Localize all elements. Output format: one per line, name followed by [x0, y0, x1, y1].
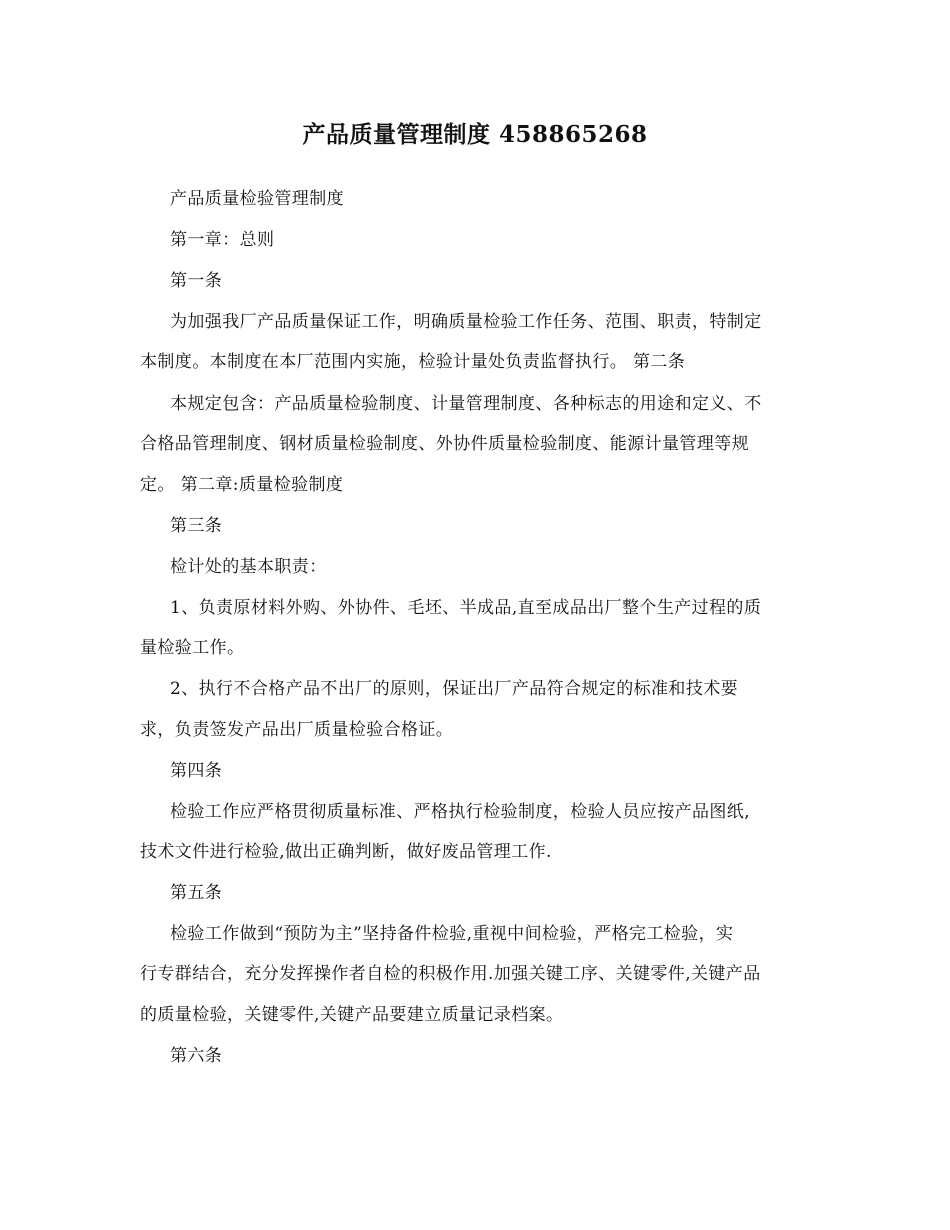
paragraph-line: 定。 第二章:质量检验制度 [140, 475, 344, 495]
paragraph-line: 产品质量检验管理制度 [170, 189, 344, 209]
paragraph-line: 第四条 [170, 761, 223, 781]
paragraph-line: 1、负责原材料外购、外协件、毛坯、半成品,直至成品出厂整个生产过程的质 [170, 598, 762, 618]
paragraph-line: 行专群结合，充分发挥操作者自检的积极作用.加强关键工序、关键零件,关键产品 [140, 964, 761, 984]
paragraph-line: 本制度。本制度在本厂范围内实施，检验计量处负责监督执行。 第二条 [140, 352, 686, 372]
paragraph-line: 2、执行不合格产品不出厂的原则，保证出厂产品符合规定的标准和技术要 [170, 679, 739, 699]
paragraph-line: 第五条 [170, 883, 223, 903]
document-title: 产品质量管理制度 458865268 [302, 121, 648, 148]
paragraph-line: 的质量检验，关键零件,关键产品要建立质量记录档案。 [140, 1005, 564, 1025]
paragraph-line: 本规定包含：产品质量检验制度、计量管理制度、各种标志的用途和定义、不 [170, 394, 762, 414]
paragraph-line: 第三条 [170, 516, 223, 536]
paragraph-line: 合格品管理制度、钢材质量检验制度、外协件质量检验制度、能源计量管理等规 [140, 434, 749, 454]
paragraph-line: 检计处的基本职责： [170, 557, 327, 577]
paragraph-line: 技术文件进行检验,做出正确判断，做好废品管理工作. [140, 842, 552, 862]
paragraph-line: 量检验工作。 [140, 638, 245, 658]
paragraph-line: 第一条 [170, 271, 223, 291]
paragraph-line: 检验工作应严格贯彻质量标准、严格执行检验制度，检验人员应按产品图纸, [170, 802, 751, 822]
paragraph-line: 检验工作做到“预防为主”坚持备件检验,重视中间检验，严格完工检验，实 [170, 924, 734, 944]
paragraph-line: 第六条 [170, 1046, 223, 1066]
paragraph-line: 为加强我厂产品质量保证工作，明确质量检验工作任务、范围、职责，特制定 [170, 312, 762, 332]
paragraph-line: 求，负责签发产品出厂质量检验合格证。 [140, 720, 454, 740]
paragraph-line: 第一章：总则 [170, 230, 275, 250]
